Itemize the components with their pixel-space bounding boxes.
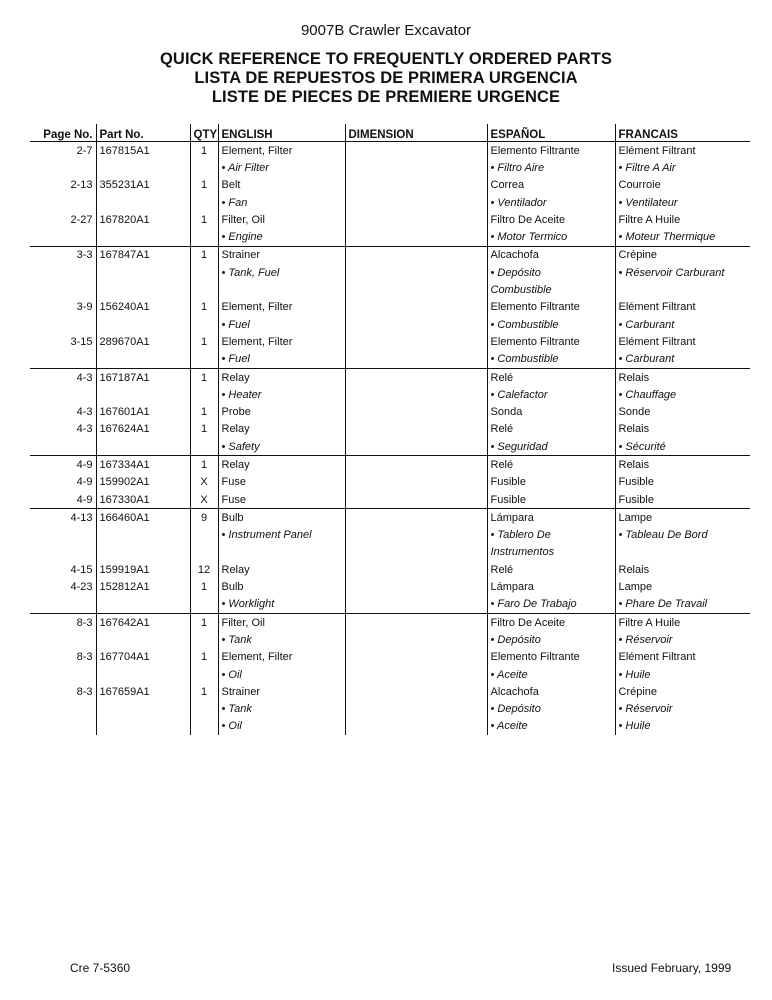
dimension-cell — [345, 316, 487, 333]
table-row — [30, 386, 750, 403]
french-description-cell: • Moteur Thermique — [615, 228, 750, 246]
page-number-cell — [30, 701, 96, 718]
quantity-cell: 1 — [190, 299, 218, 316]
title-spanish: LISTA DE REPUESTOS DE PRIMERA URGENCIA — [194, 69, 578, 87]
spanish-description-cell: • Calefactor — [487, 386, 615, 403]
quantity-cell: 1 — [190, 456, 218, 474]
page-number-cell — [30, 527, 96, 544]
quantity-cell — [190, 159, 218, 176]
quantity-cell: X — [190, 491, 218, 509]
english-description-cell: Element, Filter — [218, 299, 345, 316]
part-number-cell — [96, 596, 190, 614]
part-number-cell — [96, 544, 190, 561]
english-description-cell: • Instrument Panel — [218, 527, 345, 544]
part-number-cell — [96, 281, 190, 298]
page-number-cell: 4-15 — [30, 561, 96, 578]
part-number-cell: 355231A1 — [96, 177, 190, 194]
english-description-cell: Element, Filter — [218, 142, 345, 160]
quantity-cell: 1 — [190, 246, 218, 264]
page-number-cell — [30, 351, 96, 369]
dimension-cell — [345, 631, 487, 648]
spanish-description-cell: Alcachofa — [487, 246, 615, 264]
spanish-description-cell: • Aceite — [487, 666, 615, 683]
part-number-cell — [96, 438, 190, 456]
dimension-cell — [345, 456, 487, 474]
page-number-cell: 3-15 — [30, 333, 96, 350]
dimension-cell — [345, 211, 487, 228]
page-number-cell: 2-13 — [30, 177, 96, 194]
french-description-cell: Lampe — [618, 511, 653, 524]
part-number-cell: 167820A1 — [96, 211, 190, 228]
table-row — [30, 527, 750, 544]
english-description-cell: Strainer — [218, 683, 345, 700]
french-description-cell: Relais — [618, 371, 650, 384]
english-description-cell: • Tank — [218, 701, 345, 718]
table-row — [30, 281, 750, 298]
page-number-cell — [30, 159, 96, 176]
table-row — [30, 509, 750, 527]
french-description-cell: • Réservoir — [618, 703, 673, 716]
french-description-cell: • Phare De Travail — [615, 596, 750, 614]
english-description-cell: • Tank — [218, 631, 345, 648]
page-number-cell — [30, 666, 96, 683]
quantity-cell — [190, 718, 218, 735]
spanish-description-cell: • Ventilador — [487, 194, 615, 211]
quantity-cell — [190, 666, 218, 683]
part-number-cell: 167187A1 — [96, 368, 190, 386]
dimension-cell — [345, 438, 487, 456]
column-header-page: Page No. — [30, 124, 96, 142]
table-row — [30, 701, 750, 718]
page-number-cell: 2-27 — [30, 211, 96, 228]
part-number-cell: 167601A1 — [96, 403, 190, 420]
table-row — [30, 578, 750, 595]
page-number-cell — [30, 544, 96, 561]
english-description-cell: Relay — [218, 456, 345, 474]
table-row — [30, 351, 750, 369]
page-number-cell — [30, 438, 96, 456]
dimension-cell — [345, 596, 487, 614]
part-number-cell — [96, 351, 190, 369]
dimension-cell — [345, 491, 487, 509]
french-description-cell: Elément Filtrant — [618, 651, 696, 664]
page-number-cell: 2-7 — [30, 142, 96, 160]
quantity-cell: X — [190, 474, 218, 491]
part-number-cell — [96, 718, 190, 735]
french-description-cell: Elément Filtrant — [618, 335, 696, 348]
spanish-description-cell: Correa — [487, 177, 615, 194]
french-description-cell: Elément Filtrant — [618, 144, 696, 157]
english-description-cell: Element, Filter — [218, 649, 345, 666]
parts-table — [30, 124, 750, 735]
dimension-cell — [345, 299, 487, 316]
part-number-cell — [96, 264, 190, 281]
spanish-description-cell: Instrumentos — [487, 544, 615, 561]
page-number-cell: 4-3 — [30, 368, 96, 386]
english-description-cell: • Fuel — [218, 351, 345, 369]
dimension-cell — [345, 264, 487, 281]
document-titles — [0, 50, 772, 107]
spanish-description-cell: Relé — [487, 368, 615, 386]
spanish-description-cell: • Faro De Trabajo — [487, 596, 615, 614]
dimension-cell — [345, 578, 487, 595]
dimension-cell — [345, 351, 487, 369]
dimension-cell — [345, 333, 487, 350]
english-description-cell: • Oil — [218, 666, 345, 683]
table-row — [30, 474, 750, 491]
table-row — [30, 561, 750, 578]
page-number-cell — [30, 264, 96, 281]
part-number-cell: 167624A1 — [96, 421, 190, 438]
page-number-cell: 3-3 — [30, 246, 96, 264]
page-number-cell — [30, 631, 96, 648]
page-number-cell: 8-3 — [30, 614, 96, 632]
english-description-cell: Filter, Oil — [218, 614, 345, 632]
table-row — [30, 666, 750, 683]
page-number-cell: 4-3 — [30, 421, 96, 438]
french-description-cell: Elément Filtrant — [618, 301, 696, 314]
part-number-cell: 167334A1 — [96, 456, 190, 474]
part-number-cell — [96, 159, 190, 176]
column-header-francais: FRANCAIS — [615, 124, 750, 142]
document-model-title: 9007B Crawler Excavator — [300, 22, 472, 39]
dimension-cell — [345, 386, 487, 403]
english-description-cell: Filter, Oil — [218, 211, 345, 228]
dimension-cell — [345, 614, 487, 632]
spanish-description-cell: Lámpara — [487, 578, 615, 595]
spanish-description-cell: • Depósito — [487, 631, 615, 648]
table-row — [30, 246, 750, 264]
english-description-cell: Bulb — [218, 578, 345, 595]
quantity-cell — [190, 386, 218, 403]
french-description-cell: • Réservoir — [618, 633, 673, 646]
table-row — [30, 264, 750, 281]
spanish-description-cell: • Tablero De — [487, 527, 615, 544]
table-row — [30, 211, 750, 228]
title-french: LISTE DE PIECES DE PREMIERE URGENCE — [211, 88, 561, 106]
spanish-description-cell: • Combustible — [487, 316, 615, 333]
quantity-cell: 1 — [190, 177, 218, 194]
part-number-cell: 152812A1 — [96, 578, 190, 595]
table-row — [30, 228, 750, 246]
page-number-cell — [30, 718, 96, 735]
spanish-description-cell: Relé — [487, 421, 615, 438]
english-description-cell: • Fuel — [218, 316, 345, 333]
english-description-cell: Relay — [218, 561, 345, 578]
table-row — [30, 456, 750, 474]
page-number-cell — [30, 316, 96, 333]
table-row — [30, 718, 750, 735]
part-number-cell — [96, 666, 190, 683]
dimension-cell — [345, 228, 487, 246]
part-number-cell: 167330A1 — [96, 491, 190, 509]
page-number-cell: 4-23 — [30, 578, 96, 595]
french-description-cell: • Sécurité — [615, 438, 750, 456]
dimension-cell — [345, 509, 487, 527]
dimension-cell — [345, 368, 487, 386]
spanish-description-cell: • Motor Termico — [487, 228, 615, 246]
table-row — [30, 421, 750, 438]
page-number-cell: 4-3 — [30, 403, 96, 420]
quantity-cell — [190, 264, 218, 281]
dimension-cell — [345, 718, 487, 735]
french-description-cell: • Filtre A Air — [618, 161, 676, 174]
column-header-qty: QTY — [190, 124, 218, 142]
dimension-cell — [345, 544, 487, 561]
french-description-cell: Relais — [618, 423, 650, 436]
table-row — [30, 194, 750, 211]
french-description-cell: Fusible — [615, 491, 750, 509]
part-number-cell — [96, 701, 190, 718]
table-row — [30, 596, 750, 614]
quantity-cell: 1 — [190, 368, 218, 386]
dimension-cell — [345, 281, 487, 298]
part-number-cell: 167642A1 — [96, 614, 190, 632]
part-number-cell: 167704A1 — [96, 649, 190, 666]
part-number-cell: 167815A1 — [96, 142, 190, 160]
english-description-cell: Relay — [218, 368, 345, 386]
spanish-description-cell: Elemento Filtrante — [487, 299, 615, 316]
english-description-cell: • Worklight — [218, 596, 345, 614]
french-description-cell: • Huile — [618, 668, 651, 681]
dimension-cell — [345, 246, 487, 264]
spanish-description-cell: Relé — [487, 456, 615, 474]
french-description-cell: Filtre A Huile — [618, 616, 681, 629]
table-row — [30, 299, 750, 316]
english-description-cell: • Oil — [218, 718, 345, 735]
quantity-cell — [190, 228, 218, 246]
spanish-description-cell: Elemento Filtrante — [487, 142, 615, 160]
english-description-cell: Fuse — [218, 491, 345, 509]
spanish-description-cell: Relé — [487, 561, 615, 578]
part-number-cell: 167659A1 — [96, 683, 190, 700]
title-english: QUICK REFERENCE TO FREQUENTLY ORDERED PARTS — [160, 50, 612, 68]
part-number-cell — [96, 316, 190, 333]
quantity-cell — [190, 527, 218, 544]
column-header-part: Part No. — [96, 124, 190, 142]
spanish-description-cell: Filtro De Aceite — [487, 614, 615, 632]
table-row — [30, 649, 750, 666]
table-row — [30, 177, 750, 194]
part-number-cell — [96, 527, 190, 544]
english-description-cell: Probe — [218, 403, 345, 420]
quantity-cell — [190, 544, 218, 561]
table-row — [30, 368, 750, 386]
part-number-cell: 159902A1 — [96, 474, 190, 491]
spanish-description-cell: • Filtro Aire — [487, 159, 615, 176]
quantity-cell: 1 — [190, 614, 218, 632]
table-row — [30, 683, 750, 700]
quantity-cell — [190, 438, 218, 456]
english-description-cell: Element, Filter — [218, 333, 345, 350]
part-number-cell — [96, 631, 190, 648]
french-description-cell — [615, 544, 750, 561]
page-number-cell — [30, 386, 96, 403]
table-row — [30, 333, 750, 350]
document-code: Cre 7-5360 — [70, 961, 131, 975]
table-row — [30, 631, 750, 648]
page-number-cell: 4-13 — [30, 509, 96, 527]
table-row — [30, 438, 750, 456]
quantity-cell: 12 — [190, 561, 218, 578]
french-description-cell: Crépine — [618, 249, 658, 262]
quantity-cell: 1 — [190, 211, 218, 228]
spanish-description-cell: • Seguridad — [487, 438, 615, 456]
spanish-description-cell: Sonda — [487, 403, 615, 420]
spanish-description-cell: Fusible — [487, 491, 615, 509]
quantity-cell — [190, 281, 218, 298]
english-description-cell: • Safety — [218, 438, 345, 456]
dimension-cell — [345, 194, 487, 211]
table-row — [30, 403, 750, 420]
page-number-cell: 4-9 — [30, 491, 96, 509]
french-description-cell: • Chauffage — [618, 388, 677, 401]
quantity-cell — [190, 316, 218, 333]
english-description-cell: • Engine — [218, 228, 345, 246]
french-description-cell: Sonde — [618, 406, 651, 419]
quantity-cell — [190, 596, 218, 614]
dimension-cell — [345, 421, 487, 438]
spanish-description-cell: • Depósito — [487, 264, 615, 281]
page-number-cell — [30, 194, 96, 211]
part-number-cell: 156240A1 — [96, 299, 190, 316]
french-description-cell: Crépine — [618, 685, 658, 698]
page-number-cell: 4-9 — [30, 456, 96, 474]
english-description-cell: • Air Filter — [218, 159, 345, 176]
spanish-description-cell: • Depósito — [487, 701, 615, 718]
french-description-cell: • Carburant — [615, 351, 750, 369]
french-description-cell: Fusible — [618, 476, 654, 489]
french-description-cell: Relais — [618, 563, 650, 576]
french-description-cell: Courroie — [618, 179, 661, 192]
quantity-cell: 1 — [190, 421, 218, 438]
page-number-cell: 8-3 — [30, 649, 96, 666]
english-description-cell: • Fan — [218, 194, 345, 211]
part-number-cell — [96, 386, 190, 403]
page-number-cell: 4-9 — [30, 474, 96, 491]
french-description-cell: • Carburant — [618, 318, 675, 331]
page-number-cell — [30, 596, 96, 614]
part-number-cell: 166460A1 — [96, 509, 190, 527]
part-number-cell — [96, 194, 190, 211]
quantity-cell: 1 — [190, 649, 218, 666]
column-header-dimension: DIMENSION — [345, 124, 487, 142]
table-row — [30, 159, 750, 176]
french-description-cell: Filtre A Huile — [618, 213, 681, 226]
french-description-cell: Relais — [618, 458, 650, 471]
part-number-cell: 167847A1 — [96, 246, 190, 264]
issue-date: Issued February, 1999 — [612, 961, 732, 975]
english-description-cell: Strainer — [218, 246, 345, 264]
english-description-cell: Fuse — [218, 474, 345, 491]
quantity-cell — [190, 701, 218, 718]
quantity-cell: 1 — [190, 683, 218, 700]
column-header-espanol: ESPAÑOL — [487, 124, 615, 142]
spanish-description-cell: Elemento Filtrante — [487, 333, 615, 350]
french-description-cell — [615, 281, 750, 298]
page-number-cell: 3-9 — [30, 299, 96, 316]
french-description-cell: • Huile — [618, 720, 651, 733]
page-number-cell: 8-3 — [30, 683, 96, 700]
column-header-english: ENGLISH — [218, 124, 345, 142]
page-number-cell — [30, 228, 96, 246]
part-number-cell — [96, 228, 190, 246]
spanish-description-cell: Elemento Filtrante — [487, 649, 615, 666]
dimension-cell — [345, 527, 487, 544]
quantity-cell: 1 — [190, 403, 218, 420]
dimension-cell — [345, 649, 487, 666]
quantity-cell — [190, 194, 218, 211]
quantity-cell: 1 — [190, 333, 218, 350]
spanish-description-cell: • Combustible — [487, 351, 615, 369]
dimension-cell — [345, 683, 487, 700]
english-description-cell — [218, 281, 345, 298]
quantity-cell — [190, 631, 218, 648]
dimension-cell — [345, 142, 487, 160]
part-number-cell: 289670A1 — [96, 333, 190, 350]
dimension-cell — [345, 403, 487, 420]
dimension-cell — [345, 159, 487, 176]
parts-table-body — [30, 142, 750, 736]
quantity-cell: 9 — [190, 509, 218, 527]
spanish-description-cell: Combustible — [487, 281, 615, 298]
table-row — [30, 614, 750, 632]
dimension-cell — [345, 474, 487, 491]
spanish-description-cell: Filtro De Aceite — [487, 211, 615, 228]
table-header-row — [30, 124, 750, 142]
part-number-cell: 159919A1 — [96, 561, 190, 578]
table-row — [30, 316, 750, 333]
spanish-description-cell: • Aceite — [487, 718, 615, 735]
quantity-cell — [190, 351, 218, 369]
dimension-cell — [345, 666, 487, 683]
table-row — [30, 491, 750, 509]
spanish-description-cell: Alcachofa — [487, 683, 615, 700]
french-description-cell: Lampe — [618, 581, 653, 594]
english-description-cell: • Heater — [218, 386, 345, 403]
french-description-cell: • Tableau De Bord — [618, 529, 708, 542]
spanish-description-cell: Fusible — [487, 474, 615, 491]
english-description-cell: Relay — [218, 421, 345, 438]
table-row — [30, 142, 750, 160]
english-description-cell: Bulb — [218, 509, 345, 527]
quantity-cell: 1 — [190, 142, 218, 160]
english-description-cell: • Tank, Fuel — [218, 264, 345, 281]
dimension-cell — [345, 561, 487, 578]
french-description-cell: • Ventilateur — [618, 196, 678, 209]
quantity-cell: 1 — [190, 578, 218, 595]
english-description-cell — [218, 544, 345, 561]
english-description-cell: Belt — [218, 177, 345, 194]
page-number-cell — [30, 281, 96, 298]
french-description-cell: • Réservoir Carburant — [618, 266, 725, 279]
spanish-description-cell: Lámpara — [487, 509, 615, 527]
table-row — [30, 544, 750, 561]
dimension-cell — [345, 177, 487, 194]
dimension-cell — [345, 701, 487, 718]
